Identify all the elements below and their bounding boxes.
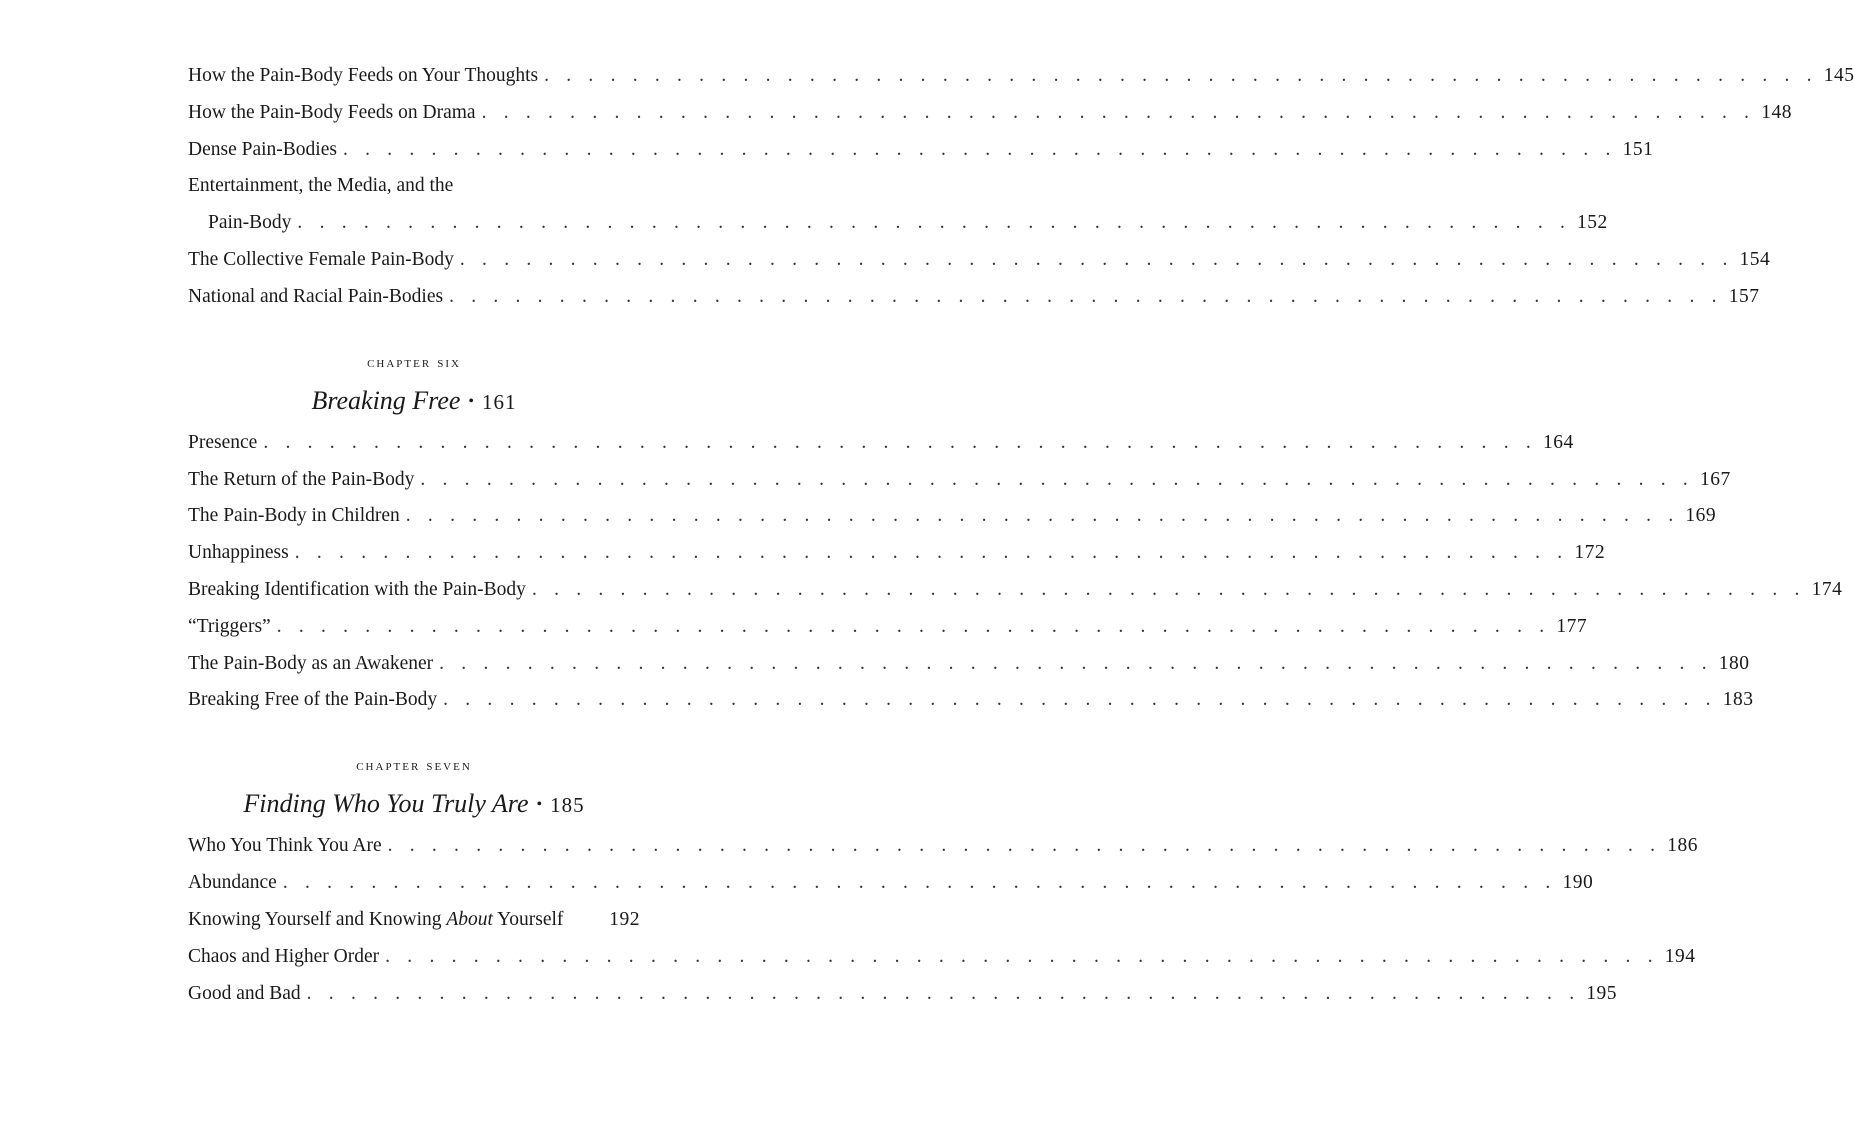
toc-entry-title: Breaking Identification with the Pain-Body <box>188 578 526 600</box>
toc-entry[interactable] <box>188 285 1760 309</box>
toc-entry[interactable] <box>188 615 1588 639</box>
toc-entry-page: 174 <box>1811 578 1843 600</box>
toc-entry-page: 195 <box>1586 982 1618 1004</box>
dot-leader: . . . . . . . . . . . . . . . . . . . . . . . . . . . . . . . . . . . . . . . . . . . . . . . . . . . . . . . . . . <box>544 65 1818 86</box>
toc-entry[interactable] <box>188 211 1608 235</box>
toc-entry-page: 167 <box>1700 468 1731 490</box>
toc-entry-title: The Pain-Body in Children <box>188 505 400 527</box>
dot-leader: . . . . . . . . . . . . . . . . . . . . . . . . . . . . . . . . . . . . . . . . . . . . . . . . . . . . . . . . . . <box>282 872 1557 894</box>
toc-entry-wrapped-line[interactable] <box>188 174 640 198</box>
chapter-title[interactable] <box>188 788 640 820</box>
toc-entry-title: Presence <box>188 431 258 453</box>
toc-entry[interactable] <box>188 688 1754 712</box>
toc-entry[interactable] <box>188 101 1792 125</box>
toc-entry[interactable] <box>188 138 1654 162</box>
toc-entry[interactable] <box>188 871 1594 895</box>
toc-entry-title: Who You Think You Are <box>188 835 382 857</box>
toc-entry-page: 177 <box>1556 615 1588 637</box>
toc-entry[interactable] <box>188 834 1698 858</box>
dot-leader: . . . . . . . . . . . . . . . . . . . . . . . . . . . . . . . . . . . . . . . . . . . . . . . . . . . . . . . . . . <box>459 248 1734 270</box>
dot-leader: . . . . . . . . . . . . . . . . . . . . . . . . . . . . . . . . . . . . . . . . . . . . . . . . . . . . . . . . . . <box>405 505 1680 527</box>
toc-entry-title: Pain-Body <box>208 212 292 234</box>
toc-entry-title: “Triggers” <box>188 615 271 637</box>
toc-entry[interactable] <box>188 248 1771 272</box>
dot-leader: . . . . . . . . . . . . . . . . . . . . . . . . . . . . . . . . . . . . . . . . . . . . . . . . . . . . . . . . . . <box>306 982 1581 1004</box>
dot-leader: . . . . . . . . . . . . . . . . . . . . . . . . . . . . . . . . . . . . . . . . . . . . . . . . . . . . . . . . . . <box>263 431 1537 453</box>
chapter-title-text: Finding Who You Truly Are <box>243 789 529 819</box>
toc-entry-page: 145 <box>1823 65 1855 86</box>
bullet-separator: • <box>468 392 475 410</box>
toc-entry-title-part: Knowing Yourself and Knowing <box>188 908 447 930</box>
bullet-separator: • <box>536 796 543 814</box>
toc-entry-page: 194 <box>1664 945 1696 967</box>
dot-leader: . . . . . . . . . . . . . . . . . . . . . . . . . . . . . . . . . . . . . . . . . . . . . . . . . . . . . . . . . . <box>420 468 1694 490</box>
toc-entry-title: National and Racial Pain-Bodies <box>188 285 444 307</box>
toc-entry[interactable] <box>188 431 1574 455</box>
toc-entry-title: Abundance <box>188 872 277 894</box>
toc-entry-page: 172 <box>1574 542 1606 564</box>
toc-entry-title: The Return of the Pain-Body <box>188 468 415 490</box>
dot-leader: . . . . . . . . . . . . . . . . . . . . . . . . . . . . . . . . . . . . . . . . . . . . . . . . . . . . . . . . . . <box>294 542 1569 564</box>
toc-entry-page: 148 <box>1761 101 1792 123</box>
toc-entry-page: 164 <box>1542 431 1574 453</box>
dot-leader: . . . . . . . . . . . . . . . . . . . . . . . . . . . . . . . . . . . . . . . . . . . . . . . . . . . . . . . . . . <box>481 101 1756 123</box>
toc-entry-title: The Collective Female Pain-Body <box>188 248 454 270</box>
toc-entry-title: Entertainment, the Media, and the <box>188 175 454 197</box>
toc-entry[interactable] <box>188 64 1855 88</box>
toc-entry[interactable] <box>188 908 640 932</box>
dot-leader: . . . . . . . . . . . . . . . . . . . . . . . . . . . . . . . . . . . . . . . . . . . . . . . . . . . . . . . . . . <box>297 212 1572 234</box>
dot-leader: . . . . . . . . . . . . . . . . . . . . . . . . . . . . . . . . . . . . . . . . . . . . . . . . . . . . . . . . . . <box>531 578 1806 600</box>
toc-entry-page: 190 <box>1562 872 1594 894</box>
toc-entry-title: Good and Bad <box>188 982 301 1004</box>
toc-entry-title: Dense Pain-Bodies <box>188 138 337 160</box>
dot-leader: . . . . . . . . . . . . . . . . . . . . . . . . . . . . . . . . . . . . . . . . . . . . . . . . . . . . . . . . . . <box>276 615 1551 637</box>
toc-entry-title <box>188 908 563 932</box>
toc-entry-title: How the Pain-Body Feeds on Drama <box>188 101 476 123</box>
toc-entry-page: 183 <box>1722 689 1754 711</box>
chapter-label: chapter seven <box>356 757 472 775</box>
toc-entry-page: 157 <box>1728 285 1760 307</box>
toc-entry-title-emphasis: About <box>446 908 493 930</box>
toc-entry-page: 169 <box>1685 505 1717 527</box>
table-of-contents <box>188 64 1855 1018</box>
toc-entry[interactable] <box>188 578 1843 602</box>
dot-leader: . . . . . . . . . . . . . . . . . . . . . . . . . . . . . . . . . . . . . . . . . . . . . . . . . . . . . . . . . . <box>385 945 1659 967</box>
chapter-page: 185 <box>550 793 585 818</box>
toc-entry-page: 186 <box>1667 835 1698 857</box>
toc-entry-title-part: Yourself <box>492 908 564 930</box>
toc-entry-page: 152 <box>1577 212 1608 234</box>
toc-entry-page: 154 <box>1739 248 1771 270</box>
dot-leader: . . . . . . . . . . . . . . . . . . . . . . . . . . . . . . . . . . . . . . . . . . . . . . . . . . . . . . . . . . <box>439 652 1713 674</box>
chapter-title[interactable] <box>188 385 640 417</box>
toc-entry-page: 180 <box>1718 652 1750 674</box>
toc-entry[interactable] <box>188 468 1731 492</box>
chapter-title-text: Breaking Free <box>311 385 461 415</box>
toc-entry-title: Unhappiness <box>188 542 289 564</box>
dot-leader: . . . . . . . . . . . . . . . . . . . . . . . . . . . . . . . . . . . . . . . . . . . . . . . . . . . . . . . . . . <box>342 138 1617 160</box>
chapter-heading <box>188 756 640 820</box>
dot-leader: . . . . . . . . . . . . . . . . . . . . . . . . . . . . . . . . . . . . . . . . . . . . . . . . . . . . . . . . . . <box>387 835 1662 857</box>
chapter-heading <box>188 353 640 417</box>
toc-entry[interactable] <box>188 945 1696 969</box>
toc-entry[interactable] <box>188 652 1750 676</box>
chapter-label: chapter six <box>367 353 461 371</box>
dot-leader: . . . . . . . . . . . . . . . . . . . . . . . . . . . . . . . . . . . . . . . . . . . . . . . . . . . . . . . . . . <box>443 689 1717 711</box>
toc-entry-title: Breaking Free of the Pain-Body <box>188 689 438 711</box>
dot-leader: . . . . . . . . . . . . . . . . . . . . . . . . . . . . . . . . . . . . . . . . . . . . . . . . . . . . . . . . . . <box>449 285 1723 307</box>
toc-entry[interactable] <box>188 504 1717 528</box>
toc-entry-page: 192 <box>609 908 640 930</box>
toc-entry-title: The Pain-Body as an Awakener <box>188 652 434 674</box>
toc-entry-title: Chaos and Higher Order <box>188 945 380 967</box>
toc-entry[interactable] <box>188 541 1606 565</box>
toc-entry[interactable] <box>188 982 1618 1006</box>
toc-entry-page: 151 <box>1622 138 1654 160</box>
toc-entry-title: How the Pain-Body Feeds on Your Thoughts <box>188 65 539 86</box>
chapter-page: 161 <box>482 389 517 414</box>
